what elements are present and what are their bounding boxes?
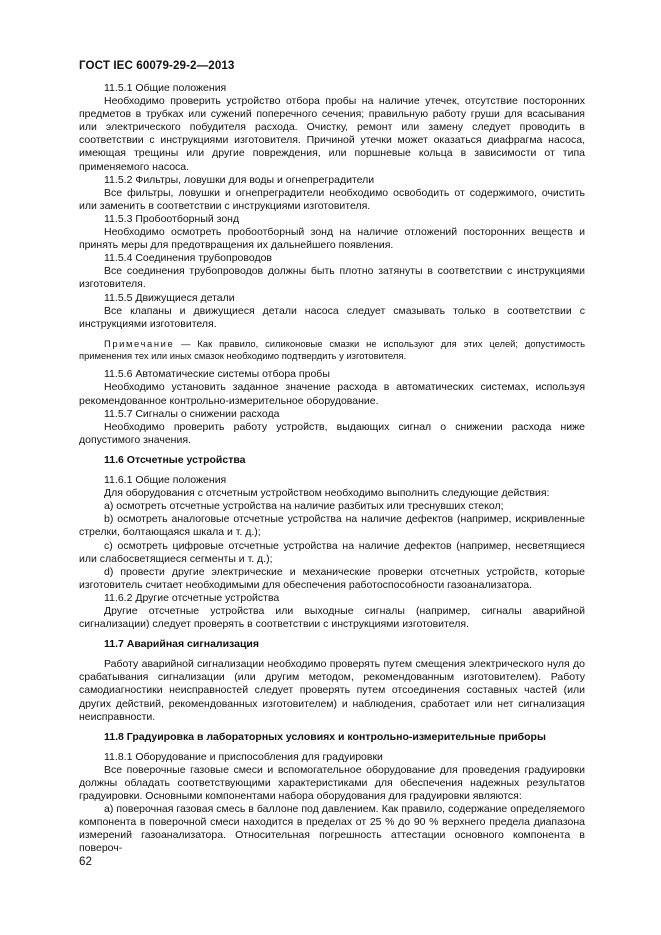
clause-11-5-2-title: 11.5.2 Фильтры, ловушки для воды и огнепреградители	[104, 173, 375, 186]
list-item-a: a) осмотреть отсчетные устройства на наличие разбитых или треснувших стекол;	[104, 500, 504, 513]
note-paragraph	[79, 338, 585, 362]
clause-11-5-6-title: 11.5.6 Автоматические системы отбора пробы	[104, 368, 330, 381]
list-item-c: c) осмотреть цифровые отсчетные устройства на наличие дефектов (например, несветящиеся или слабосветящиеся сегменты и т. д.);	[79, 539, 585, 565]
section-11-8-heading: 11.8 Градуировка в лабораторных условиях и контрольно-измерительные приборы	[104, 730, 546, 743]
section-11-7-heading: 11.7 Аварийная сигнализация	[104, 638, 259, 651]
section-11-6-heading: 11.6 Отсчетные устройства	[104, 453, 246, 466]
clause-11-6-2-title: 11.6.2 Другие отсчетные устройства	[104, 591, 280, 604]
note-label: Примечание	[104, 337, 175, 349]
clause-11-5-4-title: 11.5.4 Соединения трубопроводов	[104, 252, 272, 265]
clause-11-5-5-text: Все клапаны и движущиеся детали насоса следует смазывать только в соответствии с инструкциями изготовителя.	[79, 304, 585, 330]
clause-11-5-1-title: 11.5.1 Общие положения	[104, 82, 227, 94]
clause-11-5-3-text: Необходимо осмотреть пробоотборный зонд на наличие отложений посторонних веществ и принять меры для предотвращения их дальнейшего появления.	[79, 226, 585, 252]
clause-11-5-3-title: 11.5.3 Пробоотборный зонд	[104, 212, 240, 225]
clause-11-5-4-text: Все соединения трубопроводов должны быть плотно затянуты в соответствии с инструкциями изготовителя.	[79, 265, 585, 291]
list-item-b: b) осмотреть аналоговые отсчетные устройства на наличие дефектов (например, искривленные стрелки, болтающаяся шкала и т. д.);	[79, 513, 585, 539]
list-item-a-calibration: а) поверочная газовая смесь в баллоне под давлением. Как правило, содержание определяемого компонента в поверочной смеси находится в пределах от 25 % до 90 % верхнего предела диапазона измерений газоанализатора. Относительная погрешность аттестации основного компонента в повероч-	[79, 803, 585, 855]
note-text: — Как правило, силиконовые смазки не используют для этих целей; допустимость применения тех или иных смазок необходимо подтвердить у изготовителя.	[79, 337, 585, 361]
list-item-d: d) провести другие электрические и механические проверки отсчетных устройств, которые изготовитель считает необходимыми для обеспечения работоспособности газоанализатора.	[79, 565, 585, 591]
clause-11-5-6-text: Необходимо установить заданное значение расхода в автоматических системах, используя рекомендованное контрольно-измерительное оборудование.	[79, 381, 585, 407]
section-11-7-text: Работу аварийной сигнализации необходимо проверять путем смещения электрического нуля до срабатывания сигнализации (или другим методом, рекомендованным изготовителем). Работу самодиагностики неисправностей следует проверять путем отсоединения составных частей (или других действий, рекомендованных изготовителем) и наблюдения, сработает или нет сигнализация неисправности.	[79, 658, 585, 723]
clause-11-5-5-title: 11.5.5 Движущиеся детали	[104, 291, 235, 304]
clause-11-8-1-title: 11.8.1 Оборудование и приспособления для градуировки	[104, 750, 383, 763]
clause-11-6-1-intro: Для оборудования с отсчетным устройством необходимо выполнить следующие действия:	[104, 487, 550, 500]
clause-11-5-7-text: Необходимо проверить работу устройств, выдающих сигнал о снижении расхода ниже допустимого значения.	[79, 420, 585, 446]
clause-11-5-7-title: 11.5.7 Сигналы о снижении расхода	[104, 407, 280, 420]
clause-11-5-2-text: Все фильтры, ловушки и огнепреградители необходимо освободить от содержимого, очистить или заменить в соответствии с инструкциями изготовителя.	[79, 186, 585, 212]
clause-11-6-2-text: Другие отсчетные устройства или выходные сигналы (например, сигналы аварийной сигнализации) следует проверять в соответствии с инструкциями изготовителя.	[79, 604, 585, 631]
page-content	[79, 82, 585, 856]
clause-11-5-1-text: Необходимо проверить устройство отбора пробы на наличие утечек, отсутствие посторонних предметов в трубках или сужений поперечного сечения; правильную работу груши для всасывания или электрического побудителя расхода. Очистку, ремонт или замену следует проводить в соответствии с инструкциями изготовителя. Причиной утечки может оказаться диафрагма насоса, имеющая трещины или другие повреждения, или поршневые кольца в зависимости от типа применяемого насоса.	[79, 95, 585, 173]
standard-header: ГОСТ IEC 60079-29-2—2013	[79, 59, 235, 72]
page-number: 62	[79, 855, 92, 868]
clause-11-6-1-title: 11.6.1 Общие положения	[104, 474, 227, 487]
clause-11-8-1-text: Все поверочные газовые смеси и вспомогательное оборудование для проведения градуировки должны обладать соответствующими характеристиками для обеспечения надежных результатов градуировки. Основными компонентами набора оборудования для градуировки являются:	[79, 763, 585, 803]
